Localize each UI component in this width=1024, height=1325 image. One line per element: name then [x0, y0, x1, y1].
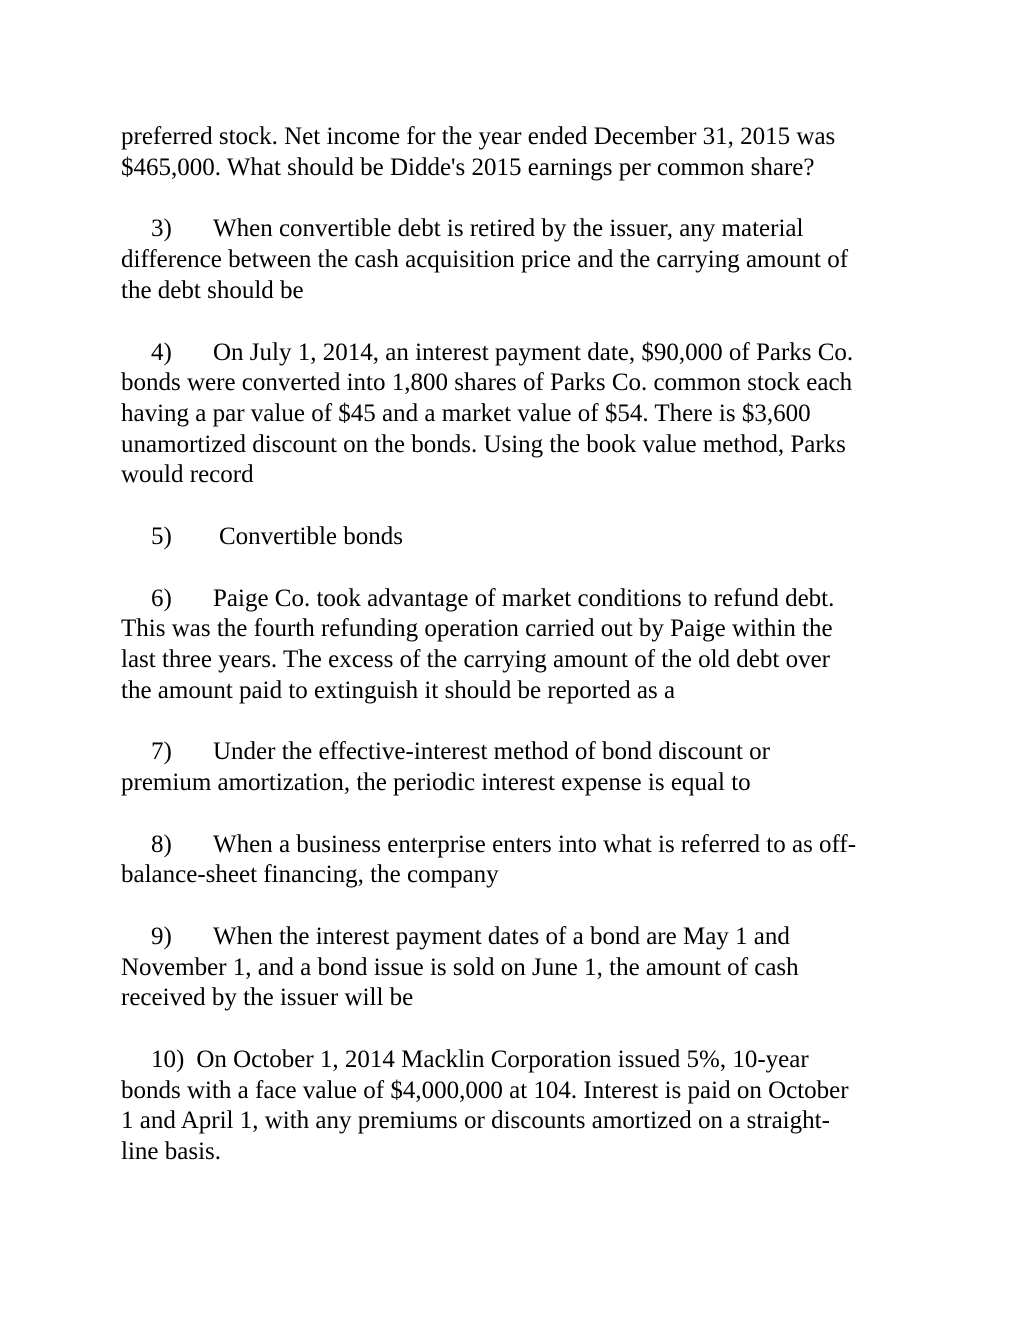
question-9-number: 9) [151, 923, 172, 950]
question-10-number: 10) [151, 1046, 185, 1073]
question-3-first-line [121, 214, 803, 244]
question-3-line-2: difference between the cash acquisition price and the carrying amount of [121, 246, 849, 273]
question-10-text: On October 1, 2014 Macklin Corporation issued 5%, 10-year [196, 1046, 809, 1073]
question-4-text: On July 1, 2014, an interest payment date, $90,000 of Parks Co. [213, 339, 854, 366]
question-9-text: When the interest payment dates of a bond are May 1 and [213, 923, 790, 950]
question-4-line-5: would record [121, 461, 254, 488]
question-2-continuation-line-2: $465,000. What should be Didde's 2015 earnings per common share? [121, 154, 815, 181]
question-3-number: 3) [151, 215, 172, 242]
question-4-line-3: having a par value of $45 and a market value of $54. There is $3,600 [121, 400, 811, 427]
question-3-text: When convertible debt is retired by the issuer, any material [213, 215, 804, 242]
question-8-first-line [121, 830, 856, 860]
question-8-text: When a business enterprise enters into what is referred to as off- [213, 831, 857, 858]
question-4-line-4: unamortized discount on the bonds. Using the book value method, Parks [121, 431, 846, 458]
question-5-number: 5) [151, 523, 172, 550]
question-6-number: 6) [151, 585, 172, 612]
question-6-line-2: This was the fourth refunding operation carried out by Paige within the [121, 615, 833, 642]
question-7-line-2: premium amortization, the periodic interest expense is equal to [121, 769, 751, 796]
question-10-line-3: 1 and April 1, with any premiums or discounts amortized on a straight- [121, 1107, 830, 1134]
question-4-first-line [121, 338, 853, 368]
question-6-first-line [121, 584, 834, 614]
question-5-first-line [121, 522, 403, 552]
question-10-line-4: line basis. [121, 1138, 221, 1165]
question-7-text: Under the effective-interest method of bond discount or [213, 738, 771, 765]
question-9-line-3: received by the issuer will be [121, 984, 414, 1011]
question-7-number: 7) [151, 738, 172, 765]
question-4-number: 4) [151, 339, 172, 366]
question-6-text: Paige Co. took advantage of market conditions to refund debt. [213, 585, 835, 612]
question-9-first-line [121, 922, 790, 952]
question-10-line-2: bonds with a face value of $4,000,000 at 104. Interest is paid on October [121, 1077, 849, 1104]
question-4-line-2: bonds were converted into 1,800 shares of Parks Co. common stock each [121, 369, 853, 396]
question-9-line-2: November 1, and a bond issue is sold on June 1, the amount of cash [121, 954, 799, 981]
question-10-first-line [121, 1045, 809, 1075]
question-3-line-3: the debt should be [121, 277, 304, 304]
question-8-line-2: balance-sheet financing, the company [121, 861, 499, 888]
question-6-line-3: last three years. The excess of the carrying amount of the old debt over [121, 646, 831, 673]
question-8-number: 8) [151, 831, 172, 858]
question-7-first-line [121, 737, 770, 767]
question-5-text: Convertible bonds [219, 523, 404, 550]
question-6-line-4: the amount paid to extinguish it should be reported as a [121, 677, 676, 704]
question-2-continuation-line-1: preferred stock. Net income for the year ended December 31, 2015 was [121, 123, 836, 150]
